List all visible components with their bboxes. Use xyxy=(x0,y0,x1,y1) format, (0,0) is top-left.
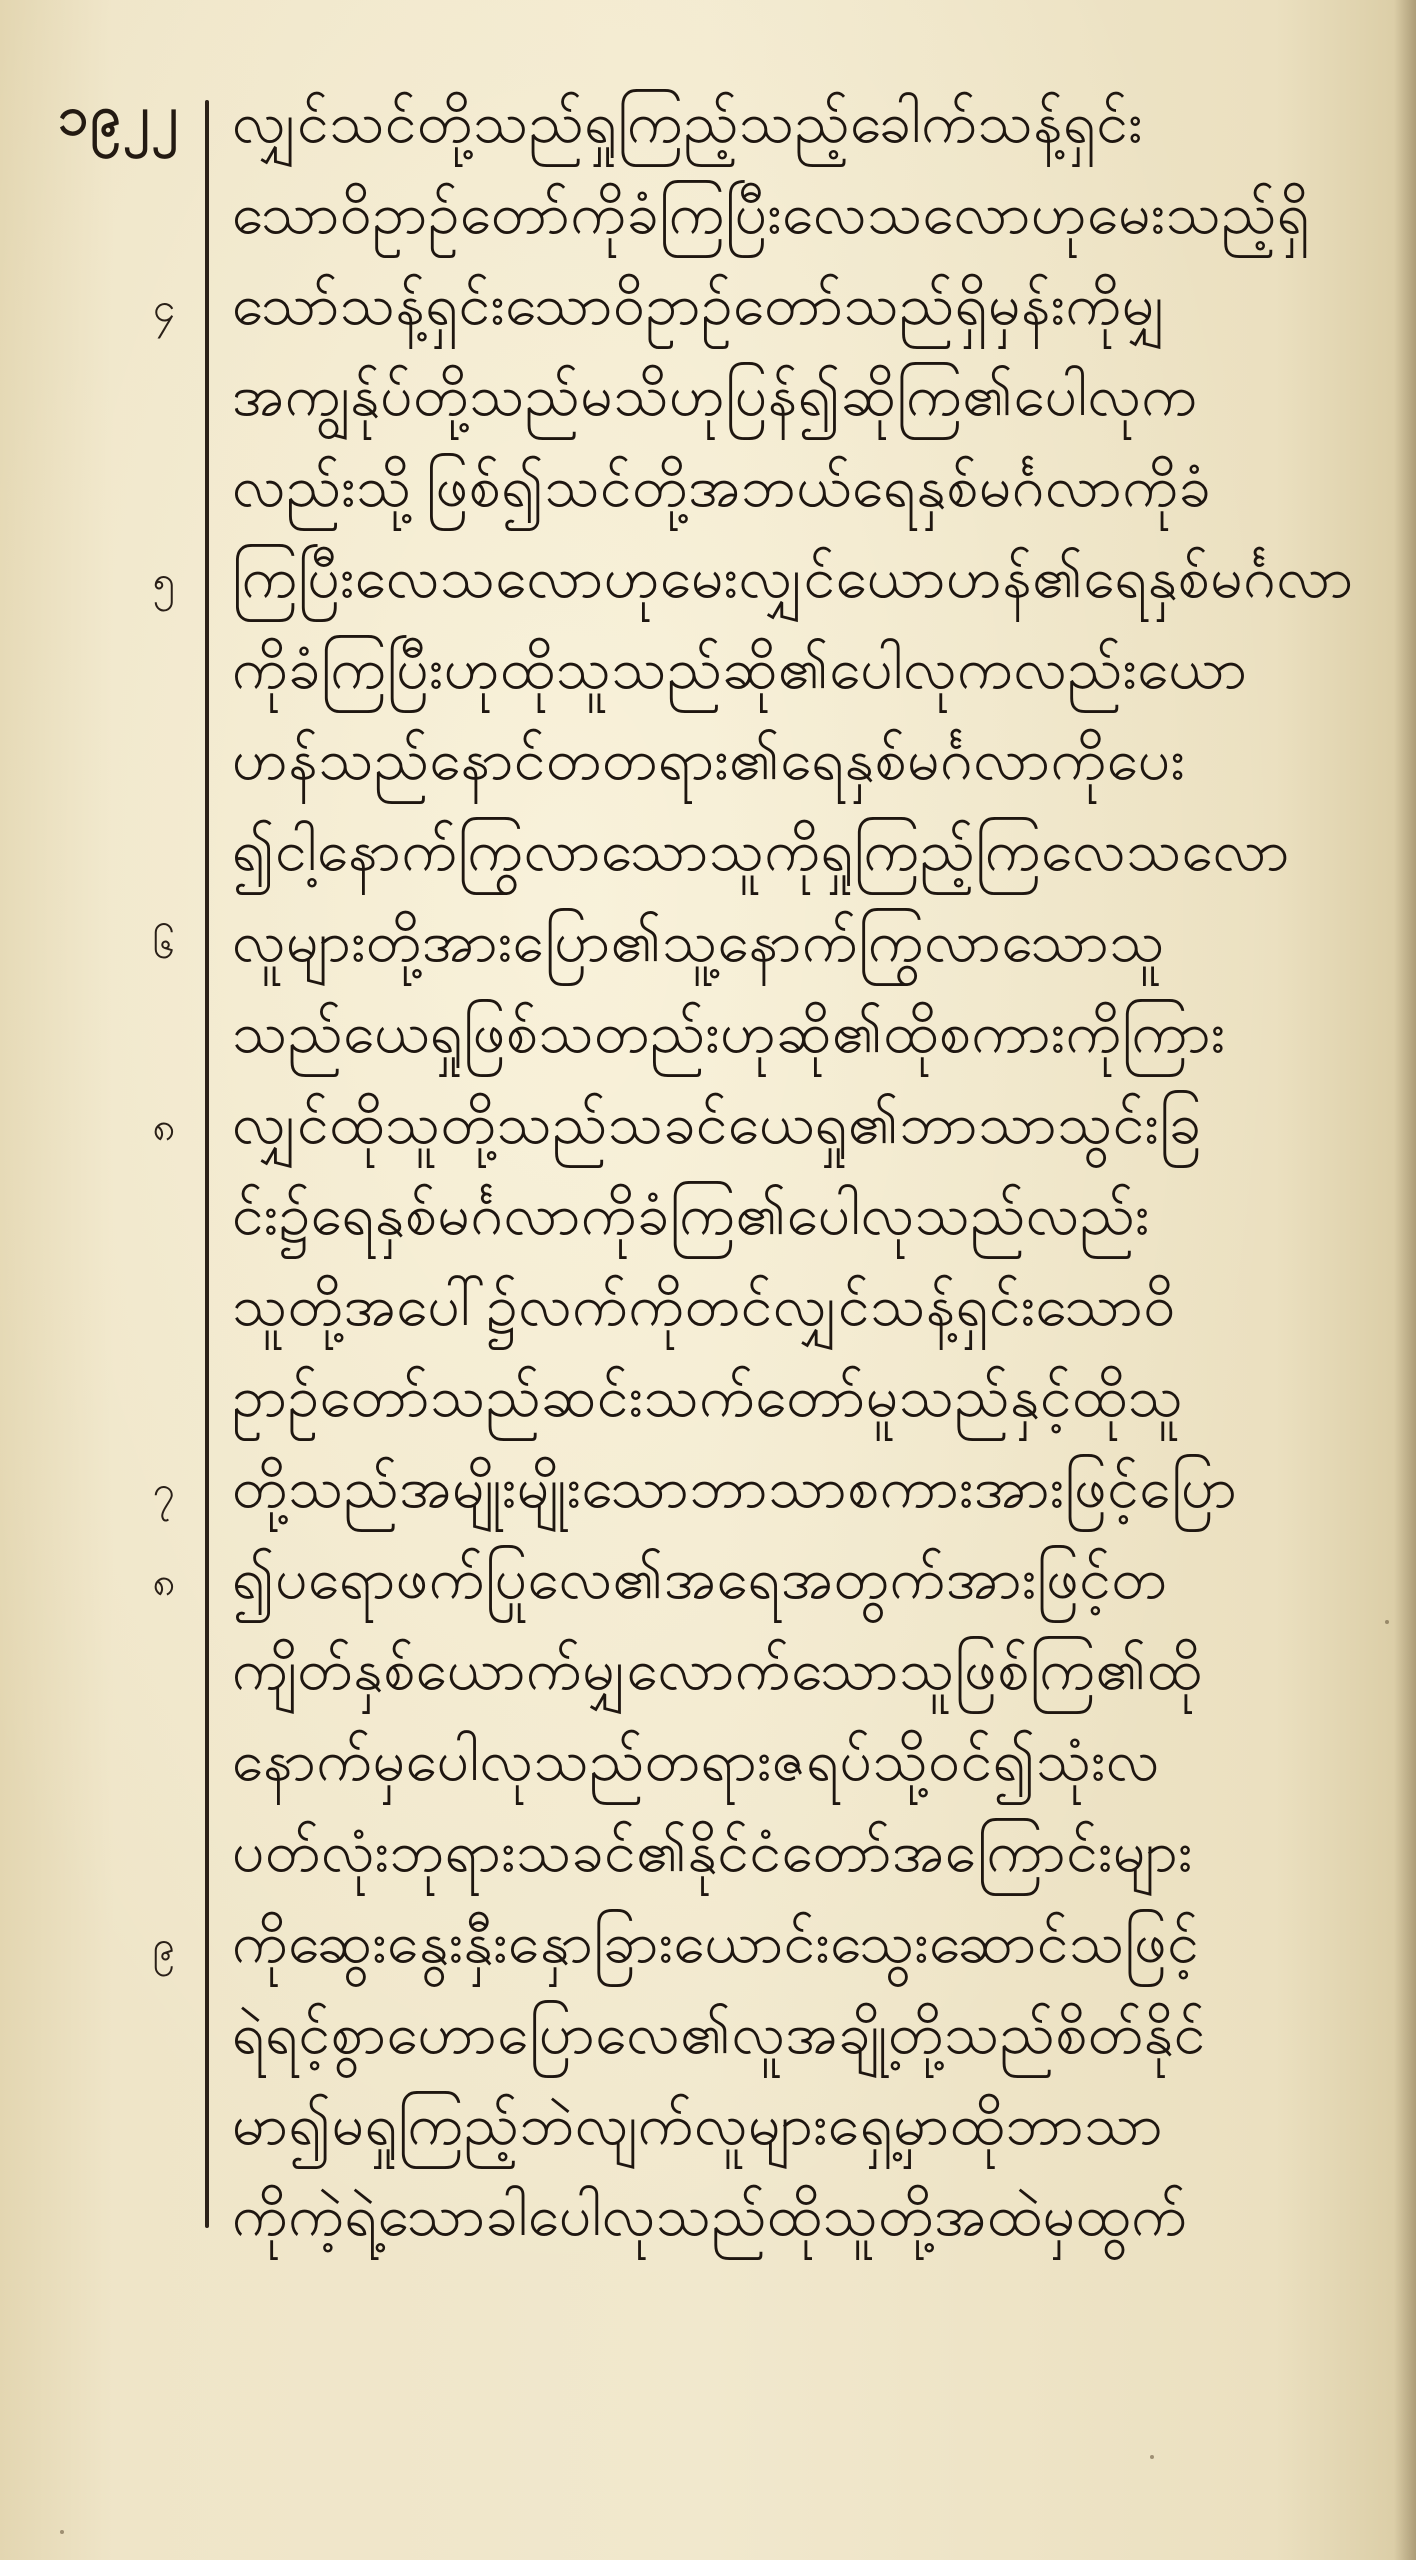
text-line: လည်းသို့ဖြစ်၍သင်တို့အဘယ်ရေနှစ်မင်္ဂလာကိုခံ xyxy=(232,454,1212,520)
paper-speck xyxy=(1150,2455,1154,2459)
text-line: လျှင်ထိုသူတို့သည်သခင်ယေရှု၏ဘာသာသွင်းခြ xyxy=(232,1091,1202,1157)
text-line: ကိုဆွေးနွေးနှီးနှောခြားယောင်းသွေးဆောင်သဖြင့် xyxy=(232,1910,1200,1976)
text-line: ကြပြီးလေသလောဟုမေးလျှင်ယောဟန်၏ရေနှစ်မင်္ဂလာ xyxy=(232,545,1354,611)
text-line: လူများတို့အားပြော၏သူ့နောက်ကြွလာသောသူ xyxy=(232,909,1165,975)
text-line: သောဝိဥာဉ်တော်ကိုခံကြပြီးလေသလောဟုမေးသည့်ရှိ xyxy=(232,181,1311,247)
margin-verse-number: ၆ xyxy=(152,922,176,968)
page-number: ၁၉၂၂ xyxy=(58,84,180,147)
text-line: ဟန်သည်နောင်တတရား၏ရေနှစ်မင်္ဂလာကိုပေး xyxy=(232,727,1186,793)
text-line: သော်သန့်ရှင်းသောဝိဥာဉ်တော်သည်ရှိမှန်းကိုမျှ xyxy=(232,272,1167,338)
page-edge-shadow xyxy=(1394,0,1416,2560)
margin-verse-number: ၇ xyxy=(152,1468,176,1514)
text-line: သည်ယေရှုဖြစ်သတည်းဟုဆို၏ထိုစကားကိုကြား xyxy=(232,1000,1226,1066)
text-line: င်း၌ရေနှစ်မင်္ဂလာကိုခံကြ၏ပေါလုသည်လည်း xyxy=(232,1182,1150,1248)
text-line: လျှင်သင်တို့သည်ရှုကြည့်သည့်ခေါက်သန့်ရှင်း xyxy=(232,90,1143,156)
margin-verse-number: ၈ xyxy=(152,1104,176,1150)
margin-verse-number: ၄ xyxy=(152,285,176,331)
paper-speck xyxy=(60,2530,64,2534)
text-line: အကျွန်ုပ်တို့သည်မသိဟုပြန်၍ဆိုကြ၏ပေါလုက xyxy=(232,363,1198,429)
margin-verse-number: ၉ xyxy=(152,1923,176,1969)
text-line: ဥာဉ်တော်သည်ဆင်းသက်တော်မူသည်နှင့်ထိုသူ xyxy=(232,1364,1184,1430)
text-line: ကျိတ်နှစ်ယောက်မျှလောက်သောသူဖြစ်ကြ၏ထို xyxy=(232,1637,1203,1703)
margin-verse-number: ၈ xyxy=(152,1559,176,1605)
text-line: ၍ငါ့နောက်ကြွလာသောသူကိုရှုကြည့်ကြလေသလော xyxy=(232,818,1290,884)
text-line: ကိုကဲ့ရဲ့သောခါပေါလုသည်ထိုသူတို့အထဲမှထွက် xyxy=(232,2183,1188,2249)
text-line: ၍ပရောဖက်ပြုလေ၏အရေအတွက်အားဖြင့်တ xyxy=(232,1546,1168,1612)
text-line: ရဲရင့်စွာဟောပြောလေ၏လူအချို့တို့သည်စိတ်နိုင် xyxy=(232,2001,1206,2067)
text-line: တို့သည်အမျိုးမျိုးသောဘာသာစကားအားဖြင့်ပြော xyxy=(232,1455,1238,1521)
margin-rule xyxy=(205,100,209,2228)
text-line: ပတ်လုံးဘုရားသခင်၏နိုင်ငံတော်အကြောင်းများ xyxy=(232,1819,1193,1885)
text-line: နောက်မှပေါလုသည်တရားဇရပ်သို့ဝင်၍သုံးလ xyxy=(232,1728,1160,1794)
text-line: မာ၍မရှုကြည့်ဘဲလျက်လူများရှေ့မှာထိုဘာသာ xyxy=(232,2092,1164,2158)
paper-speck xyxy=(1385,1620,1389,1624)
text-line: ကိုခံကြပြီးဟုထိုသူသည်ဆို၏ပေါလုကလည်းယော xyxy=(232,636,1248,702)
text-line: သူတို့အပေါ်၌လက်ကိုတင်လျှင်သန့်ရှင်းသောဝိ xyxy=(232,1273,1176,1339)
body-text xyxy=(232,78,1372,2262)
margin-verse-number: ၅ xyxy=(152,558,176,604)
